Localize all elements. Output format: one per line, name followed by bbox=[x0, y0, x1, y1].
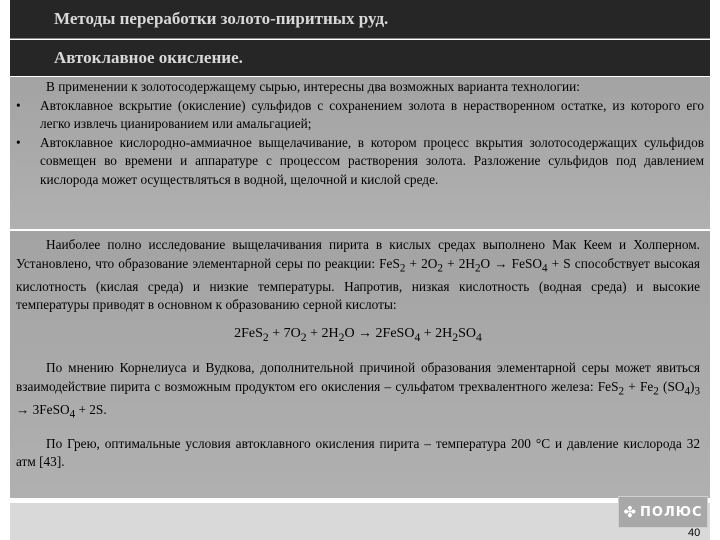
variant-text: Автоклавное кислородно-аммиачное выщелачивание, в котором процесс вкрытия золотосодержащих сульфидов совмещен во времени и аппаратуре с процессом растворения золота. Разложение сульфидов под давлением кислорода может осуществляться в водной, щелочной и кислой среде. bbox=[40, 134, 704, 187]
bullet-icon: • bbox=[16, 134, 21, 150]
clover-icon: ✤ bbox=[623, 503, 637, 521]
block1-intro: В применении к золотосодержащему сырью, интересны два возможных варианта технологии: bbox=[46, 79, 580, 94]
paragraph-grey: По Грею, оптимальные условия автоклавного окисления пирита – температура 200 °С и давление кислорода 32 атм [43]. bbox=[16, 435, 700, 470]
reaction-equation: $FeS_2 + Fe_2$ $(SO_4)_3$ → 3FeSO$_4$ + 2S. bbox=[16, 379, 700, 421]
title-bar bbox=[10, 0, 710, 39]
bullet-icon: • bbox=[16, 97, 21, 113]
paragraph-text: По мнению Корнелиуса и Вудкова, дополнительной причиной образования элементарной серы может явиться взаимодействие пирита с возможным продуктом его окисления – сульфатом трехвалентного железа: bbox=[16, 360, 700, 395]
pyrite-leaching-block bbox=[10, 231, 710, 498]
list-item bbox=[16, 97, 704, 134]
paragraph-text: Наиболее полно исследование выщелачивания пирита в кислых средах выполнено Мак Кеем и Холперном. Установлено, что образование элементарной серы по реакции: bbox=[16, 237, 700, 271]
main-equation: $2FeS_2 + 7O_2 + 2H_2O$ → 2FeSO$_4$ + $2H_2SO_4$ bbox=[234, 326, 482, 344]
footer-bar bbox=[10, 503, 710, 540]
paragraph-text: способствует высокая кислотность (кислая среда) и низкие температуры. Напротив, низкая кислотность (водная среда) и высокие температуры приводят в основном к образованию серной кислоты: bbox=[16, 255, 700, 313]
technology-variants-block bbox=[10, 77, 710, 229]
logo-text: ПОЛЮС bbox=[640, 504, 703, 520]
page-number: 40 bbox=[688, 527, 701, 539]
slide-subtitle: Автоклавное окисление. bbox=[54, 48, 243, 67]
company-logo bbox=[618, 496, 708, 528]
slide-title: Методы переработки золото-пиритных руд. bbox=[54, 9, 389, 28]
paragraph-mckay-halpern bbox=[16, 236, 700, 315]
reaction-equation: $FeS_2 + 2O_2 + 2H_2O$ → FeSO$_4$ + S bbox=[379, 255, 571, 275]
variant-text: Автоклавное вскрытие (окисление) сульфидов с сохранением золота в нерастворенном остатке, из которого его легко извлечь цианированием или амальгацией; bbox=[40, 97, 704, 132]
list-item bbox=[16, 134, 704, 190]
subtitle-bar bbox=[10, 40, 710, 76]
paragraph-cornelius bbox=[16, 359, 700, 424]
variants-list bbox=[16, 97, 704, 190]
